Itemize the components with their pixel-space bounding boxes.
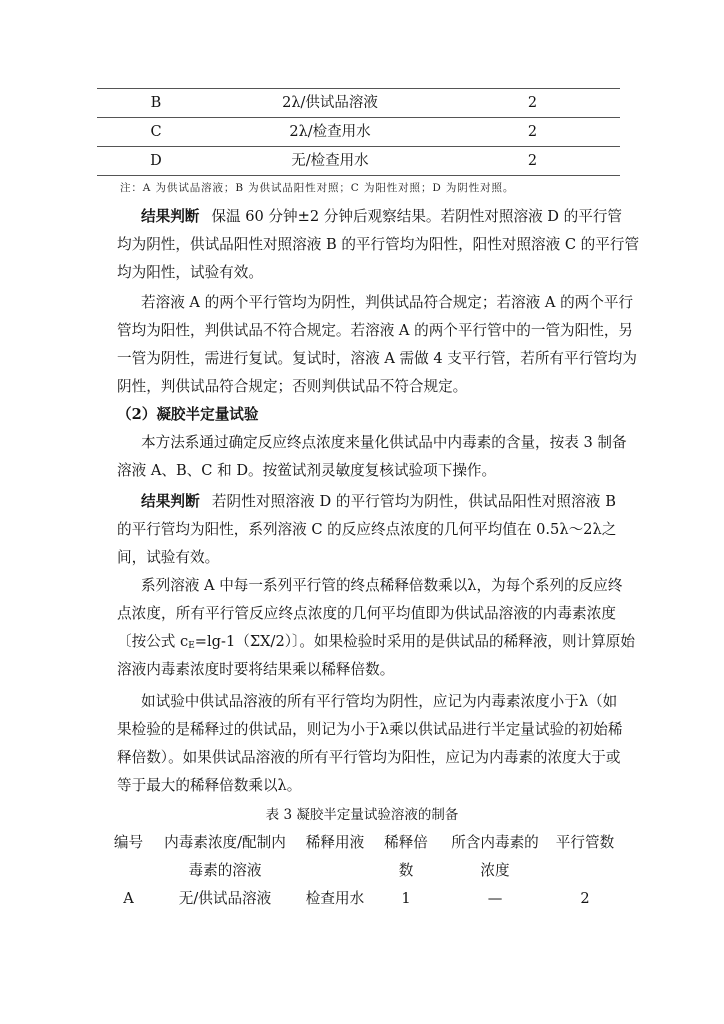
bold-lead: 结果判断 (141, 493, 200, 510)
parallel-tube-count-cell: 2 (527, 153, 538, 169)
header-cell-dilution-factor (372, 829, 440, 885)
header-cell-diluent (298, 829, 372, 885)
document-body (117, 203, 640, 800)
table-row (97, 146, 620, 176)
text-line: 系列溶液 A 中每一系列平行管的终点稀释倍数乘以λ，为每个系列的反应终 (141, 577, 623, 594)
header-cell-contained-endotoxin (440, 829, 550, 885)
solution-id-cell: D (150, 153, 162, 169)
text-line (117, 488, 616, 516)
text-line: 均为阴性，供试品阳性对照溶液 B 的平行管均为阳性，阳性对照溶液 C 的平行管 (117, 236, 640, 253)
table-cell: 无/供试品溶液 (178, 890, 272, 907)
bold-lead: 结果判断 (141, 208, 200, 225)
text-line: 溶液 A、B、C 和 D。按鲎试剂灵敏度复核试验项下操作。 (117, 462, 497, 479)
header-cell-parallel-tubes (550, 829, 620, 885)
formula-line (117, 628, 635, 656)
result-judgement-paragraph (117, 488, 616, 572)
line-text: 保温 60 分钟±2 分钟后观察结果。若阴性对照溶液 D 的平行管 (211, 208, 623, 225)
rule-paragraph (117, 289, 637, 401)
formula-suffix: =lg-1（ΣX/2）〕。如果检验时采用的是供试品的稀释液，则计算原始 (194, 633, 635, 650)
table-cell: 检查用水 (305, 890, 365, 907)
table-header-row (105, 829, 620, 885)
section-heading: （2）凝胶半定量试验 (117, 406, 259, 423)
table-caption: 表 3 凝胶半定量试验溶液的制备 (265, 807, 459, 823)
text-line: 点浓度，所有平行管反应终点浓度的几何平均值即为供试品溶液的内毒素浓度 (117, 605, 616, 622)
solution-table-continued (97, 88, 620, 176)
solution-id-cell: C (150, 124, 162, 140)
text-line: 溶液内毒素浓度时要将结果乘以稀释倍数。 (117, 661, 395, 678)
parallel-tube-count-cell: 2 (527, 124, 538, 140)
solution-id-cell: B (150, 95, 162, 111)
text-line (117, 203, 623, 231)
text-line: 本方法系通过确定反应终点浓度来量化供试品中内毒素的含量，按表 3 制备 (141, 434, 627, 451)
method-paragraph (117, 429, 627, 485)
text-line: 间，试验有效。 (117, 549, 220, 566)
table-cell: 1 (401, 890, 411, 907)
table-cell: — (487, 890, 503, 907)
table-row (97, 88, 620, 117)
line-text: 若阴性对照溶液 D 的平行管均为阴性，供试品阳性对照溶液 B (211, 493, 616, 510)
text-line: 阴性，判供试品符合规定；否则判供试品不符合规定。 (117, 378, 468, 395)
table-row (105, 885, 620, 913)
text-line: 的平行管均为阳性，系列溶液 C 的反应终点浓度的几何平均值在 0.5λ～2λ之 (117, 521, 617, 538)
text-line: 等于最大的稀释倍数乘以λ。 (117, 777, 302, 794)
result-judgement-paragraph (117, 203, 640, 287)
table-cell: A (123, 890, 134, 907)
text-line: 管均为阳性，判供试品不符合规定。若溶液 A 的两个平行管中的一管为阳性，另 (117, 322, 634, 339)
header-text: 编号 (113, 834, 144, 851)
header-text: 稀释用液 (305, 834, 365, 851)
text-line: 释倍数）。如果供试品溶液的所有平行管均为阳性，应记为内毒素的浓度大于或 (117, 749, 621, 766)
header-text: 浓度 (480, 862, 510, 879)
header-text: 平行管数 (555, 834, 615, 851)
endotoxin-concentration-cell: 无/检查用水 (291, 153, 369, 169)
formula-prefix: 〔按公式 c (117, 633, 189, 650)
parallel-tube-count-cell: 2 (527, 95, 538, 111)
negative-result-paragraph (117, 688, 623, 800)
calculation-paragraph (117, 572, 635, 684)
text-line: 一管为阴性，需进行复试。复试时，溶液 A 需做 4 支平行管，若所有平行管均为 (117, 350, 637, 367)
table-footnote: 注：A 为供试品溶液；B 为供试品阳性对照；C 为阳性对照；D 为阴性对照。 (120, 182, 515, 194)
header-text: 毒素的溶液 (188, 862, 262, 879)
header-text: 稀释倍 (384, 834, 428, 851)
text-line: 如试验中供试品溶液的所有平行管均为阴性，应记为内毒素浓度小于λ（如 (141, 693, 618, 710)
formula-subscript: E (188, 641, 195, 651)
header-cell-number (105, 829, 152, 885)
header-text: 内毒素浓度/配制内 (164, 834, 286, 851)
table-cell: 2 (580, 890, 590, 907)
endotoxin-concentration-cell: 2λ/检查用水 (289, 124, 371, 140)
header-text: 所含内毒素的 (451, 834, 539, 851)
text-line: 若溶液 A 的两个平行管均为阴性，判供试品符合规定；若溶液 A 的两个平行 (141, 294, 634, 311)
text-line: 果检验的是稀释过的供试品，则记为小于λ乘以供试品进行半定量试验的初始稀 (117, 721, 623, 738)
text-line: 均为阳性，试验有效。 (117, 264, 263, 281)
gel-semi-quantitative-solution-table (105, 829, 620, 913)
endotoxin-concentration-cell: 2λ/供试品溶液 (282, 95, 378, 111)
header-text: 数 (398, 862, 414, 879)
header-cell-endotoxin-concentration (152, 829, 298, 885)
table-row (97, 117, 620, 146)
